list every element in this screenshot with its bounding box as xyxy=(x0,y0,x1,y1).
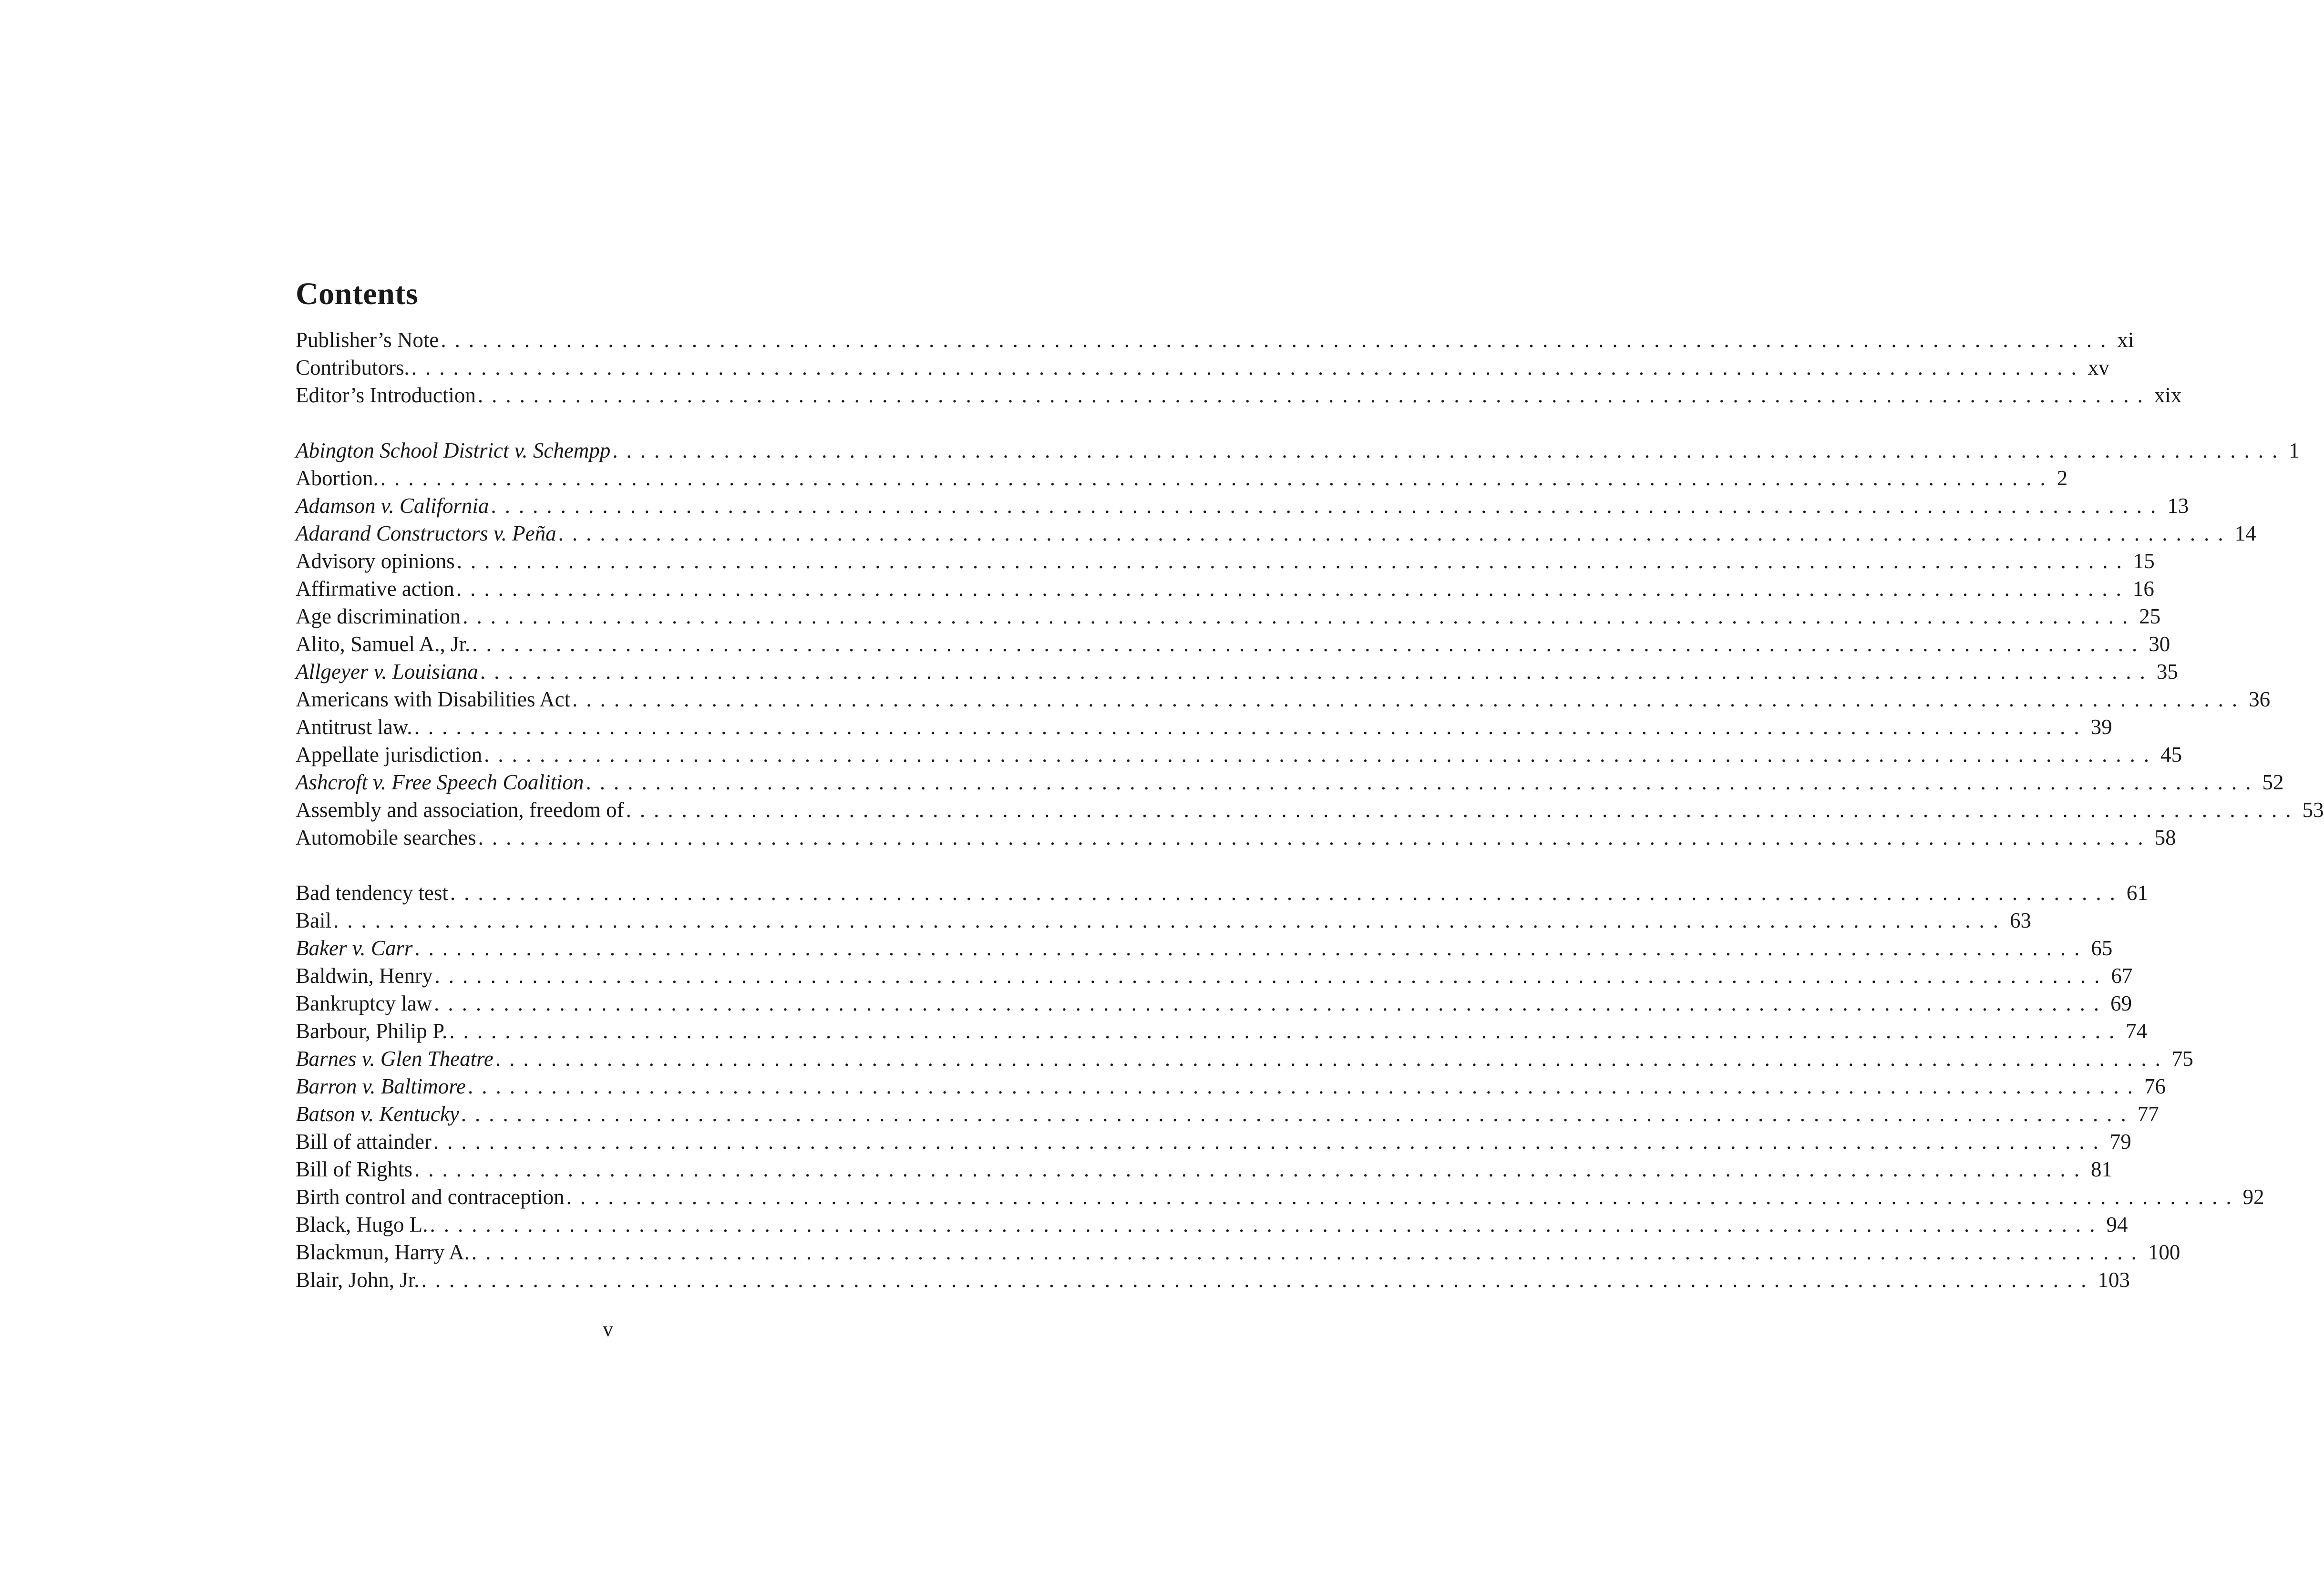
toc-entry-page: 75 xyxy=(2171,1047,2193,1071)
toc-entry-label: Affirmative action xyxy=(296,577,454,601)
toc-entry-page: 63 xyxy=(2010,909,2031,932)
toc-entry-page: 61 xyxy=(2126,881,2148,905)
dot-leader: ........................................................................................................................ xyxy=(566,1185,2240,1209)
dot-leader: ........................................................................................................................ xyxy=(471,1240,2145,1264)
front-matter-list xyxy=(296,326,2182,409)
dot-leader: ........................................................................................................................ xyxy=(478,826,2152,849)
toc-entry[interactable] xyxy=(296,575,2154,603)
toc-entry[interactable] xyxy=(296,547,2155,575)
toc-entry[interactable] xyxy=(296,824,2176,851)
dot-leader: ........................................................................................................................ xyxy=(472,632,2146,656)
toc-entry[interactable] xyxy=(296,381,2182,409)
toc-entry-label: Automobile searches xyxy=(296,826,476,849)
toc-entry-label: Americans with Disabilities Act xyxy=(296,687,571,711)
toc-entry[interactable] xyxy=(296,326,2134,354)
dot-leader: ........................................................................................................................ xyxy=(441,328,2115,352)
toc-entry-label: Publisher’s Note xyxy=(296,328,439,352)
toc-entry-page: 76 xyxy=(2144,1074,2166,1098)
toc-entry[interactable] xyxy=(296,1017,2148,1045)
toc-entry[interactable] xyxy=(296,630,2170,658)
dot-leader: ........................................................................................................................ xyxy=(380,466,2054,490)
toc-entry[interactable] xyxy=(296,741,2182,768)
toc-entry-label: Allgeyer v. Louisiana xyxy=(296,660,478,684)
dot-leader: ........................................................................................................................ xyxy=(411,356,2085,379)
toc-entry[interactable] xyxy=(296,990,2132,1017)
dot-leader: ........................................................................................................................ xyxy=(477,383,2151,407)
toc-entry-label: Advisory opinions xyxy=(296,549,455,573)
dot-leader: ........................................................................................................................ xyxy=(491,494,2165,518)
toc-entry-label: Birth control and contraception xyxy=(296,1185,565,1209)
toc-entry[interactable] xyxy=(296,1238,2180,1266)
toc-entry-label: Adamson v. California xyxy=(296,494,489,518)
toc-entry-label: Abington School District v. Schempp xyxy=(296,439,611,462)
toc-entry-label: Age discrimination xyxy=(296,604,461,628)
dot-leader: ........................................................................................................................ xyxy=(430,1213,2104,1236)
toc-entry-page: 67 xyxy=(2111,964,2133,988)
dot-leader: ........................................................................................................................ xyxy=(414,715,2088,739)
toc-entry[interactable] xyxy=(296,879,2148,907)
toc-entry-label: Bail xyxy=(296,909,331,932)
toc-entry[interactable] xyxy=(296,962,2133,990)
dot-leader: ........................................................................................................................ xyxy=(558,521,2232,545)
dot-leader: ........................................................................................................................ xyxy=(461,1102,2135,1126)
toc-entry[interactable] xyxy=(296,934,2113,962)
toc-entry-page: 74 xyxy=(2126,1019,2148,1043)
dot-leader: ........................................................................................................................ xyxy=(333,909,2007,932)
page-title: Contents xyxy=(296,276,419,311)
toc-entry-label: Bill of attainder xyxy=(296,1130,432,1154)
dot-leader: ........................................................................................................................ xyxy=(463,604,2137,628)
toc-entry-label: Barnes v. Glen Theatre xyxy=(296,1047,494,1071)
toc-entry-label: Antitrust law. xyxy=(296,715,412,739)
toc-entry-page: 16 xyxy=(2132,577,2154,601)
toc-entry[interactable] xyxy=(296,796,2324,824)
toc-entry[interactable] xyxy=(296,354,2109,381)
toc-entry-page: 77 xyxy=(2137,1102,2159,1126)
toc-entry-page: 35 xyxy=(2156,660,2178,684)
dot-leader: ........................................................................................................................ xyxy=(414,936,2088,960)
dot-leader: ........................................................................................................................ xyxy=(480,660,2154,684)
dot-leader: ........................................................................................................................ xyxy=(484,743,2158,766)
toc-entry-label: Contributors. xyxy=(296,356,410,379)
toc-entry-label: Appellate jurisdiction xyxy=(296,743,483,766)
toc-entry-page: 65 xyxy=(2091,936,2113,960)
toc-entry-label: Ashcroft v. Free Speech Coalition xyxy=(296,770,584,794)
dot-leader: ........................................................................................................................ xyxy=(456,577,2130,601)
toc-entry[interactable] xyxy=(296,492,2189,520)
toc-entry-label: Blackmun, Harry A. xyxy=(296,1240,470,1264)
entries-a-list xyxy=(296,437,2324,851)
dot-leader: ........................................................................................................................ xyxy=(495,1047,2169,1071)
dot-leader: ........................................................................................................................ xyxy=(434,964,2108,988)
toc-entry-label: Adarand Constructors v. Peña xyxy=(296,521,556,545)
toc-entry-label: Abortion. xyxy=(296,466,379,490)
toc-entry-page: 58 xyxy=(2154,826,2176,849)
dot-leader: ........................................................................................................................ xyxy=(434,991,2108,1015)
toc-entry[interactable] xyxy=(296,520,2256,547)
toc-entry-page: 1 xyxy=(2289,439,2300,462)
toc-entry-label: Bankruptcy law xyxy=(296,991,432,1015)
toc-entry-label: Baldwin, Henry xyxy=(296,964,433,988)
toc-entry-label: Editor’s Introduction xyxy=(296,383,476,407)
dot-leader: ........................................................................................................................ xyxy=(586,770,2260,794)
toc-entry-page: 39 xyxy=(2090,715,2112,739)
dot-leader: ........................................................................................................................ xyxy=(421,1268,2095,1292)
toc-entry[interactable] xyxy=(296,685,2271,713)
toc-entry-page: 25 xyxy=(2139,604,2161,628)
toc-entry[interactable] xyxy=(296,768,2284,796)
toc-entry[interactable] xyxy=(296,658,2178,685)
toc-entry-label: Barbour, Philip P. xyxy=(296,1019,448,1043)
toc-entry-page: 36 xyxy=(2249,687,2271,711)
table-of-contents xyxy=(296,276,2324,1294)
dot-leader: ........................................................................................................................ xyxy=(612,439,2286,462)
toc-entry[interactable] xyxy=(296,713,2112,741)
toc-entry-label: Alito, Samuel A., Jr. xyxy=(296,632,471,656)
toc-entry-page: 2 xyxy=(2057,466,2068,490)
toc-entry[interactable] xyxy=(296,1100,2159,1128)
toc-entry-page: 94 xyxy=(2106,1213,2128,1236)
toc-entry-label: Baker v. Carr xyxy=(296,936,413,960)
toc-entry-page: 92 xyxy=(2242,1185,2264,1209)
toc-entry[interactable] xyxy=(296,1211,2128,1238)
toc-entry-page: 14 xyxy=(2234,521,2256,545)
toc-entry[interactable] xyxy=(296,1045,2193,1072)
toc-entry-page: xix xyxy=(2154,383,2182,407)
toc-entry-page: 53 xyxy=(2302,798,2324,822)
toc-entry-page: 30 xyxy=(2149,632,2170,656)
toc-entry-page: 69 xyxy=(2110,991,2132,1015)
dot-leader: ........................................................................................................................ xyxy=(414,1157,2088,1181)
toc-entry[interactable] xyxy=(296,603,2161,630)
toc-entry-label: Assembly and association, freedom of xyxy=(296,798,624,822)
toc-entry[interactable] xyxy=(296,1183,2264,1211)
toc-entry-page: 45 xyxy=(2160,743,2182,766)
toc-entry-label: Black, Hugo L. xyxy=(296,1213,428,1236)
toc-entry-page: 79 xyxy=(2109,1130,2131,1154)
toc-entry[interactable] xyxy=(296,437,2300,464)
toc-entry-page: xv xyxy=(2087,356,2109,379)
toc-entry-page: xi xyxy=(2117,328,2134,352)
toc-entry-label: Bill of Rights xyxy=(296,1157,413,1181)
page-number: v xyxy=(603,1318,613,1341)
toc-entry-label: Blair, John, Jr. xyxy=(296,1268,420,1292)
dot-leader: ........................................................................................................................ xyxy=(450,881,2124,905)
toc-entry[interactable] xyxy=(296,464,2068,492)
toc-entry-label: Batson v. Kentucky xyxy=(296,1102,459,1126)
dot-leader: ........................................................................................................................ xyxy=(572,687,2246,711)
toc-entry[interactable] xyxy=(296,1072,2166,1100)
toc-entry-page: 103 xyxy=(2098,1268,2130,1292)
toc-entry[interactable] xyxy=(296,1155,2113,1183)
toc-entry-label: Bad tendency test xyxy=(296,881,448,905)
entries-b-list xyxy=(296,879,2264,1294)
toc-entry[interactable] xyxy=(296,1128,2131,1155)
toc-entry-page: 100 xyxy=(2148,1240,2180,1264)
toc-entry-page: 52 xyxy=(2262,770,2284,794)
dot-leader: ........................................................................................................................ xyxy=(468,1074,2142,1098)
toc-entry-label: Barron v. Baltimore xyxy=(296,1074,466,1098)
toc-entry[interactable] xyxy=(296,1266,2130,1294)
toc-entry[interactable] xyxy=(296,907,2031,934)
dot-leader: ........................................................................................................................ xyxy=(456,549,2130,573)
toc-entry-page: 81 xyxy=(2091,1157,2113,1181)
dot-leader: ........................................................................................................................ xyxy=(626,798,2300,822)
dot-leader: ........................................................................................................................ xyxy=(449,1019,2123,1043)
toc-entry-page: 15 xyxy=(2133,549,2155,573)
dot-leader: ........................................................................................................................ xyxy=(433,1130,2107,1154)
toc-entry-page: 13 xyxy=(2167,494,2189,518)
